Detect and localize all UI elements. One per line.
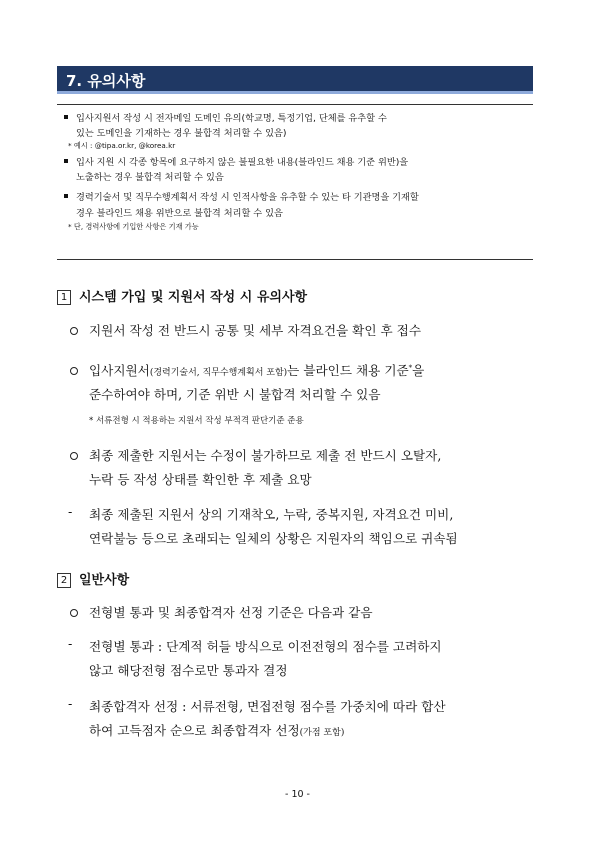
bullet-square (64, 159, 68, 163)
section-1-item-3-line-1: 최종 제출한 지원서는 수정이 불가하므로 제출 전 반드시 오탈자, (89, 448, 442, 463)
section-header-title: 7. 유의사항 (66, 72, 146, 90)
section-1-sub-1-line-2: 연락불능 등으로 초래되는 일체의 상황은 지원자의 책임으로 귀속됨 (89, 531, 458, 546)
section-2-title (57, 569, 129, 588)
section-1-item-3-line-2: 누락 등 작성 상태를 확인한 후 제출 요망 (89, 472, 312, 487)
section-1-title (57, 286, 307, 305)
section-1-sub-1-line-1: 최종 제출된 지원서 상의 기재착오, 누락, 중복지원, 자격요건 미비, (89, 507, 454, 522)
section-2-item-1: 전형별 통과 및 최종합격자 선정 기준은 다음과 같음 (89, 605, 373, 620)
notice-item-3-note: * 단, 경력사항에 기입한 사항은 기재 가능 (68, 222, 199, 231)
section-2-sub-1-line-1: 전형별 통과 : 단계적 허들 방식으로 이전전형의 점수를 고려하지 (89, 639, 442, 654)
section-1-item-2-line-1: 입사지원서(경력기술서, 직무수행계획서 포함)는 블라인드 채용 기준*을 (89, 363, 425, 378)
notice-item-1-note: * 예시 : @tipa.or.kr, @korea.kr (68, 141, 176, 150)
section-2-number: 2 (57, 573, 71, 588)
bullet-square (64, 115, 68, 119)
section-1-number: 1 (57, 290, 71, 305)
page-number: - 10 - (285, 789, 310, 800)
dash-bullet: - (68, 637, 73, 651)
notice-item-2-line-1: 입사 지원 시 각종 항목에 요구하지 않은 불필요한 내용(블라인드 채용 기준 위반)을 (76, 157, 409, 168)
section-1-item-2-footnote: * 서류전형 시 적용하는 지원서 작성 부적격 판단기준 준용 (89, 416, 304, 426)
section-1-title-text: 시스템 가입 및 지원서 작성 시 유의사항 (79, 290, 308, 305)
circle-bullet (70, 452, 78, 460)
section-2-title-text: 일반사항 (79, 573, 130, 588)
section-2-sub-1-line-2: 않고 해당전형 점수로만 통과자 결정 (89, 663, 288, 678)
section-2-sub-2-line-1: 최종합격자 선정 : 서류전형, 면접전형 점수를 가중치에 따라 합산 (89, 699, 446, 714)
notice-item-1-line-1: 입사지원서 작성 시 전자메일 도메인 유의(학교명, 특정기업, 단체를 유추할 수 (76, 113, 387, 124)
section-2-sub-2-line-2: 하여 고득점자 순으로 최종합격자 선정(가점 포함) (89, 723, 345, 738)
notice-item-2-line-2: 노출하는 경우 불합격 처리할 수 있음 (76, 172, 224, 183)
bullet-square (64, 194, 68, 198)
circle-bullet (70, 327, 78, 335)
circle-bullet (70, 367, 78, 375)
section-1-item-2-line-2: 준수하여야 하며, 기준 위반 시 불합격 처리할 수 있음 (89, 387, 381, 402)
section-header-bar (57, 66, 533, 94)
dash-bullet: - (68, 505, 73, 519)
notice-item-3-line-1: 경력기술서 및 직무수행계획서 작성 시 인적사항을 유추할 수 있는 타 기관명을 기재할 (76, 192, 419, 203)
notice-item-3-line-2: 경우 블라인드 채용 위반으로 불합격 처리할 수 있음 (76, 208, 283, 219)
section-1-item-1: 지원서 작성 전 반드시 공통 및 세부 자격요건을 확인 후 접수 (89, 323, 422, 338)
notice-item-1-line-2: 있는 도메인을 기재하는 경우 불합격 처리할 수 있음) (76, 128, 287, 139)
dash-bullet: - (68, 697, 73, 711)
circle-bullet (70, 609, 78, 617)
